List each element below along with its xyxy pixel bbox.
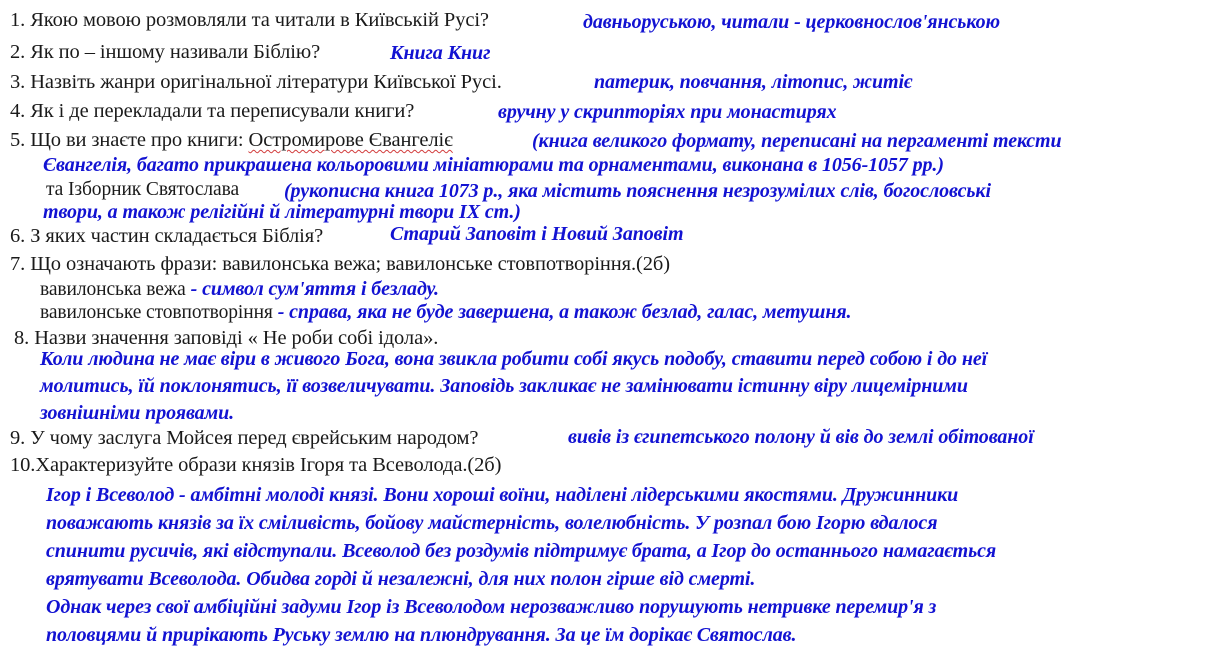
answer-3: патерик, повчання, літопис, житіє bbox=[594, 71, 913, 93]
answer-10-line-1: Ігор і Всеволод - амбітні молоді князі. Вони хороші воїни, наділені лідерськими якостями. Дружинники bbox=[46, 484, 959, 506]
answer-8-line-2: молитись, їй поклонятись, її возвеличувати. Заповідь закликає не замінювати істинну віру лицемірними bbox=[40, 375, 968, 397]
question-8: 8. Назви значення заповіді « Не роби собі ідола». bbox=[14, 327, 439, 349]
answer-8-line-1: Коли людина не має віри в живого Бога, вона звикла робити собі якусь подобу, ставити перед собою і до неї bbox=[40, 348, 988, 370]
answer-1: давньоруською, читали - церковнослов'янською bbox=[583, 11, 1000, 33]
answer-10-line-4: врятувати Всеволода. Обидва горді й незалежні, для них полон гірше від смерті. bbox=[46, 568, 756, 590]
answer-9: вивів із єгипетського полону й вів до землі обітованої bbox=[568, 426, 1034, 448]
answer-7-sub-2: - справа, яка не буде завершена, а також безлад, галас, метушня. bbox=[272, 301, 852, 323]
question-10: 10.Характеризуйте образи князів Ігоря та Всеволода.(2б) bbox=[10, 454, 502, 476]
question-7: 7. Що означають фрази: вавилонська вежа; вавилонське стовпотворіння.(2б) bbox=[10, 253, 670, 275]
question-9: 9. У чому заслуга Мойсея перед єврейським народом? bbox=[10, 427, 479, 449]
answer-4: вручну у скрипторіях при монастирях bbox=[498, 101, 837, 123]
question-7-sub-1 bbox=[40, 279, 439, 300]
question-5b: та Ізборник Святослава bbox=[46, 179, 240, 200]
answer-10-line-5: Однак через свої амбіційні задуми Ігор із Всеволодом нерозважливо порушують нетривке перемир'я з bbox=[46, 596, 937, 618]
answer-5-line-1: (книга великого формату, переписані на пергаменті тексти bbox=[532, 130, 1062, 152]
question-3: 3. Назвіть жанри оригінальної літератури Київської Русі. bbox=[10, 71, 502, 93]
question-2: 2. Як по – іншому називали Біблію? bbox=[10, 41, 321, 63]
answer-10-line-3: спинити русичів, які відступали. Всеволод без роздумів підтримує брата, а Ігор до останнього намагається bbox=[46, 540, 997, 562]
answer-10-line-2: поважають князів за їх сміливість, бойову майстерність, волелюбність. У розпал бою Ігорю вдалося bbox=[46, 512, 938, 534]
term-babel-pandemonium: вавилонське стовпотворіння bbox=[40, 302, 273, 323]
answer-5-line-4: твори, а також релігійні й літературні твори IX ст.) bbox=[43, 201, 521, 223]
question-6: 6. З яких частин складається Біблія? bbox=[10, 225, 324, 247]
answer-5-line-2: Євангелія, багато прикрашена кольоровими мініатюрами та орнаментами, виконана в 1056-1057 рр.) bbox=[43, 154, 944, 176]
answer-10-line-6: половцями й прирікають Руську землю на плюндрування. За це їм дорікає Святослав. bbox=[46, 624, 797, 646]
question-4: 4. Як і де перекладали та переписували книги? bbox=[10, 100, 415, 122]
answer-6: Старий Заповіт і Новий Заповіт bbox=[390, 223, 684, 245]
question-5-prefix: 5. Що ви знаєте про книги: bbox=[10, 129, 249, 151]
answer-8-line-3: зовнішніми проявами. bbox=[40, 402, 235, 424]
answer-7-sub-1: - символ сум'яття і безладу. bbox=[185, 278, 439, 300]
question-5 bbox=[10, 130, 453, 151]
book-ostromir-gospel: Остромирове Євангеліє bbox=[248, 129, 453, 151]
term-babel-tower: вавилонська вежа bbox=[40, 279, 186, 300]
answer-2: Книга Книг bbox=[390, 42, 491, 64]
question-1: 1. Якою мовою розмовляли та читали в Київській Русі? bbox=[10, 9, 489, 31]
answer-5-line-3: (рукописна книга 1073 р., яка містить пояснення незрозумілих слів, богословські bbox=[284, 180, 991, 202]
question-7-sub-2 bbox=[40, 302, 851, 323]
